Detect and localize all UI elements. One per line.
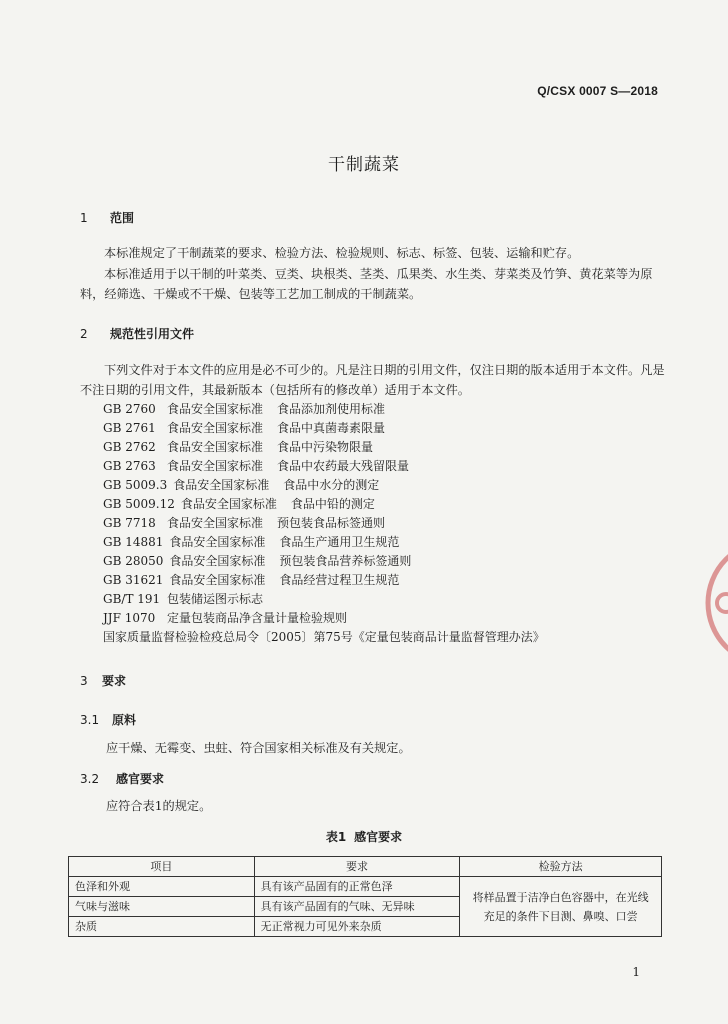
section-3-heading — [80, 672, 126, 689]
cell-item: 色泽和外观 — [69, 877, 255, 897]
section-title: 原料 — [112, 713, 137, 727]
reference-item: GB 5009.12 食品安全国家标准 食品中铅的测定 — [103, 497, 375, 511]
reference-item: GB 2763 食品安全国家标准 食品中农药最大残留限量 — [103, 459, 410, 473]
normative-intro: 下列文件对于本文件的应用是必不可少的。凡是注日期的引用文件，仅注日期的版本适用于本文件。凡是不注日期的引用文件，其最新版本（包括所有的修改单）适用于本文件。 — [80, 363, 665, 397]
section-2-heading — [80, 325, 194, 342]
cell-requirement: 具有该产品固有的气味、无异味 — [254, 897, 460, 917]
section-title: 感官要求 — [116, 772, 165, 786]
section-title: 要求 — [102, 674, 127, 688]
cell-method: 将样品置于洁净白色容器中，在光线充足的条件下目测、鼻嗅、口尝 — [460, 877, 662, 937]
scope-paragraph-2: 本标准适用于以干制的叶菜类、豆类、块根类、茎类、瓜果类、水生类、芽菜类及竹笋、黄花菜等为原料，经筛选、干燥或不干燥、包装等工艺加工制成的干制蔬菜。 — [80, 267, 653, 301]
section-1-heading — [80, 209, 134, 226]
section-3-2-heading — [80, 770, 164, 787]
section-title: 范围 — [110, 211, 135, 225]
header-requirement: 要求 — [254, 857, 460, 877]
reference-item: GB 2760 食品安全国家标准 食品添加剂使用标准 — [103, 402, 386, 416]
reference-item: GB 5009.3 食品安全国家标准 食品中水分的测定 — [103, 478, 380, 492]
reference-item: JJF 1070 定量包装商品净含量计量检验规则 — [103, 611, 348, 625]
cell-item: 气味与滋味 — [69, 897, 255, 917]
reference-item: GB 2761 食品安全国家标准 食品中真菌毒素限量 — [103, 421, 386, 435]
document-title: 干制蔬菜 — [328, 155, 400, 175]
section-number: 3.1 — [80, 713, 100, 727]
sensory-text: 应符合表1的规定。 — [106, 799, 212, 813]
reference-item: GB 2762 食品安全国家标准 食品中污染物限量 — [103, 440, 374, 454]
section-number: 3 — [80, 674, 88, 688]
section-number: 2 — [80, 327, 88, 341]
section-number: 3.2 — [80, 772, 100, 786]
reference-item: GB 31621 食品安全国家标准 食品经营过程卫生规范 — [103, 573, 400, 587]
header-item: 项目 — [69, 857, 255, 877]
sensory-table — [68, 856, 662, 937]
cell-requirement: 无正常视力可见外来杂质 — [254, 917, 460, 937]
header-method: 检验方法 — [460, 857, 662, 877]
reference-item: GB 14881 食品安全国家标准 食品生产通用卫生规范 — [103, 535, 400, 549]
standard-code: Q/CSX 0007 S—2018 — [537, 84, 658, 98]
reference-list — [103, 400, 545, 647]
reference-item: GB 7718 食品安全国家标准 预包装食品标签通则 — [103, 516, 386, 530]
reference-item: GB/T 191 包装储运图示标志 — [103, 592, 264, 606]
section-title: 规范性引用文件 — [110, 327, 195, 341]
reference-item: GB 28050 食品安全国家标准 预包装食品营养标签通则 — [103, 554, 412, 568]
reference-order: 国家质量监督检验检疫总局令〔2005〕第75号《定量包装商品计量监督管理办法》 — [103, 630, 545, 644]
table-row — [69, 877, 662, 897]
cell-item: 杂质 — [69, 917, 255, 937]
section-3-1-heading — [80, 711, 136, 728]
seal-stamp-icon — [700, 515, 728, 690]
section-number: 1 — [80, 211, 88, 225]
table-header-row — [69, 857, 662, 877]
cell-requirement: 具有该产品固有的正常色泽 — [254, 877, 460, 897]
table-caption: 表1 感官要求 — [325, 830, 403, 844]
raw-material-text: 应干燥、无霉变、虫蛀、符合国家相关标准及有关规定。 — [106, 741, 411, 755]
page-number: 1 — [632, 965, 640, 979]
scope-paragraph-1: 本标准规定了干制蔬菜的要求、检验方法、检验规则、标志、标签、包装、运输和贮存。 — [104, 246, 580, 260]
